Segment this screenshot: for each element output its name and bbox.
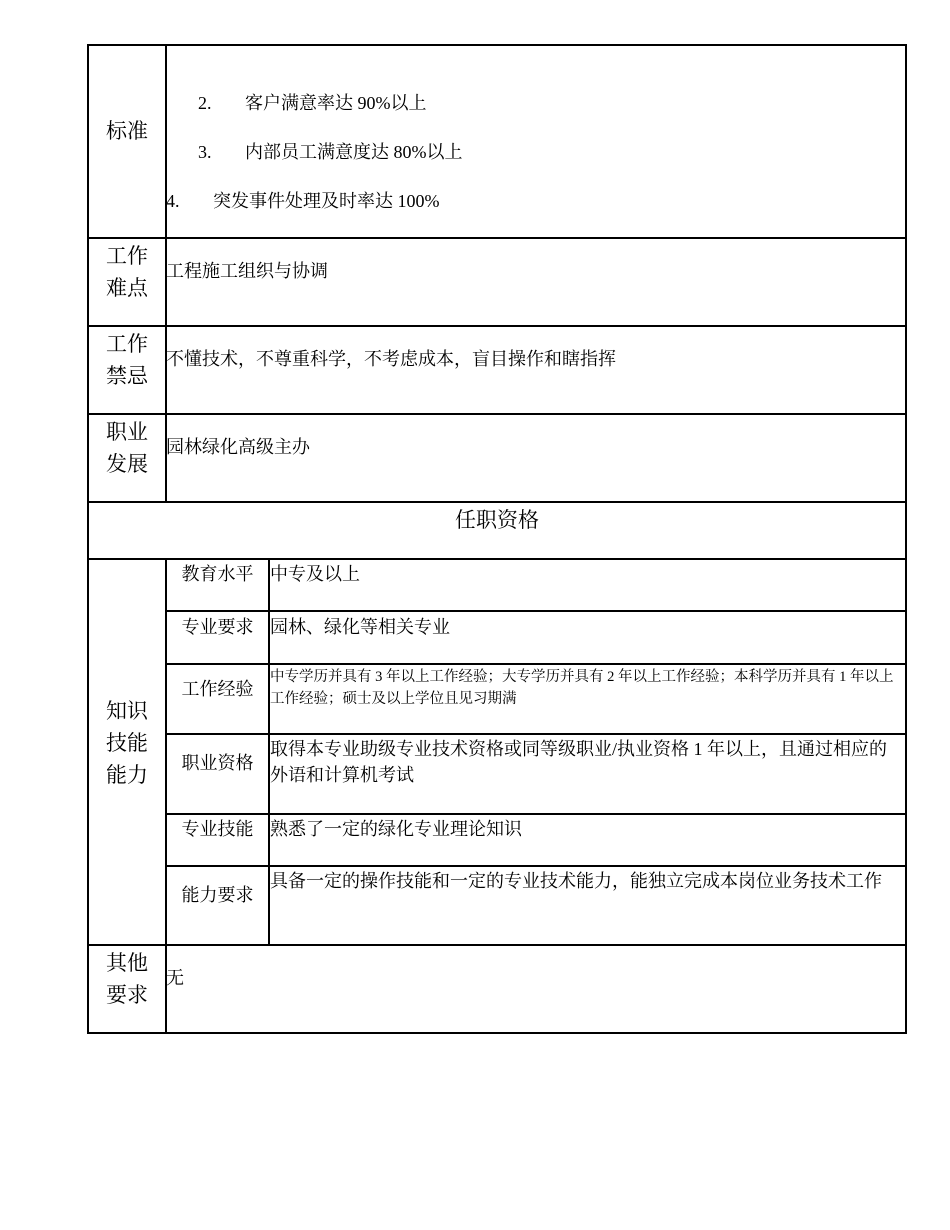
experience-label: 工作经验: [181, 679, 254, 699]
qualification-value: 取得本专业助级专业技术资格或同等级职业/执业资格 1 年以上，且通过相应的外语和计算机考试: [270, 739, 887, 785]
list-text: 突发事件处理及时率达 100%: [213, 191, 440, 211]
knowledge-skill-ability-label: 知识 技能 能力: [106, 699, 148, 787]
taboo-value: 不懂技术，不尊重科学，不考虑成本，盲目操作和瞎指挥: [166, 349, 616, 369]
list-text: 客户满意率达 90%以上: [245, 93, 427, 113]
standard-label: 标准: [106, 119, 148, 143]
difficulty-value: 工程施工组织与协调: [166, 261, 328, 281]
list-number: 3.: [198, 142, 212, 162]
list-number: 2.: [198, 93, 212, 113]
ability-value: 具备一定的操作技能和一定的专业技术能力，能独立完成本岗位业务技术工作: [270, 871, 882, 891]
standard-item-4: [166, 188, 440, 214]
skill-value: 熟悉了一定的绿化专业理论知识: [270, 819, 522, 839]
list-text: 内部员工满意度达 80%以上: [245, 142, 463, 162]
other-label: 其他 要求: [106, 951, 148, 1007]
standard-item-3: [198, 139, 463, 165]
difficulty-label: 工作 难点: [106, 244, 148, 300]
major-label: 专业要求: [181, 617, 254, 637]
taboo-label: 工作 禁忌: [106, 332, 148, 388]
qualifications-heading: 任职资格: [455, 508, 539, 532]
other-value: 无: [166, 968, 184, 988]
career-label: 职业 发展: [106, 420, 148, 476]
major-value: 园林、绿化等相关专业: [270, 617, 450, 637]
career-value: 园林绿化高级主办: [166, 437, 310, 457]
ability-label: 能力要求: [181, 885, 254, 905]
education-label: 教育水平: [181, 564, 254, 584]
standard-item-2: [198, 90, 427, 116]
qualification-label: 职业资格: [181, 753, 254, 773]
list-number: 4.: [166, 191, 180, 211]
experience-value: 中专学历并具有 3 年以上工作经验；大专学历并具有 2 年以上工作经验；本科学历并具有 1 年以上工作经验；硕士及以上学位且见习期满: [270, 669, 894, 707]
skill-label: 专业技能: [181, 819, 254, 839]
education-value: 中专及以上: [270, 564, 360, 584]
